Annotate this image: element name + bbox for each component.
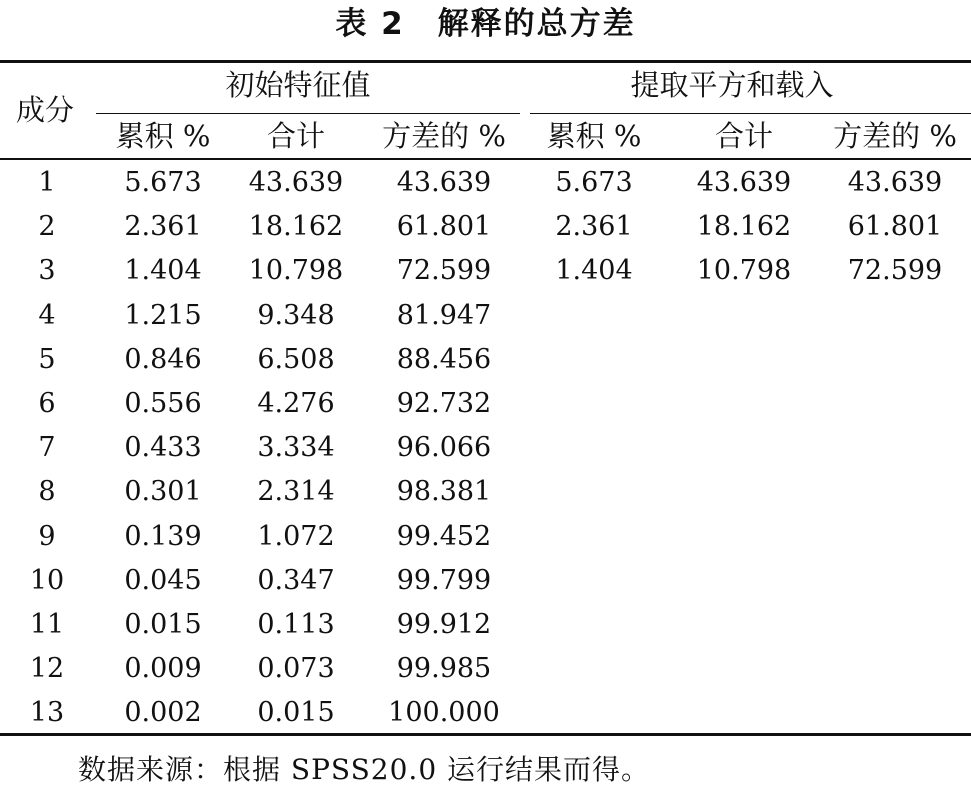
col-header: 方差的 %: [382, 119, 506, 153]
initial-cumulative-cell: 0.015: [124, 609, 202, 640]
initial-variance-pct-cell: 99.985: [396, 653, 492, 685]
initial-cumulative-cell: 5.673: [124, 167, 202, 198]
col-header: 方差的 %: [833, 119, 957, 153]
initial-variance-pct-cell: 100.000: [388, 697, 500, 729]
initial-cumulative-cell: 0.009: [124, 653, 202, 685]
initial-cumulative-cell: 0.301: [124, 476, 202, 508]
component-number: 5: [38, 343, 56, 375]
header-group-initial: 初始特征值: [225, 68, 371, 102]
component-number: 2: [38, 211, 56, 243]
col-header: 累积 %: [546, 119, 642, 153]
source-note: 数据来源：根据 SPSS20.0 运行结果而得。: [78, 753, 651, 786]
col-header: 合计: [266, 119, 326, 153]
bottom-rule: [0, 733, 971, 736]
col-header: 合计: [714, 119, 774, 153]
extracted-cumulative-cell: 1.404: [555, 255, 633, 287]
initial-cumulative-cell: 1.215: [124, 299, 202, 331]
initial-total-cell: 43.639: [248, 167, 344, 198]
component-number: 10: [29, 564, 65, 596]
extracted-total-cell: 18.162: [696, 211, 792, 243]
initial-variance-pct-cell: 99.799: [396, 564, 492, 596]
initial-variance-pct-cell: 81.947: [396, 299, 492, 331]
initial-cumulative-cell: 2.361: [124, 211, 202, 243]
initial-cumulative-cell: 0.846: [124, 343, 202, 375]
initial-variance-pct-cell: 98.381: [396, 476, 492, 508]
component-number: 4: [38, 299, 56, 331]
header-group-extracted: 提取平方和载入: [630, 68, 834, 102]
initial-total-cell: 10.798: [248, 255, 344, 287]
col-header: 累积 %: [115, 119, 211, 153]
initial-cumulative-cell: 0.433: [124, 432, 202, 464]
initial-total-cell: 4.276: [257, 388, 335, 419]
initial-cumulative-cell: 0.556: [124, 388, 202, 419]
initial-variance-pct-cell: 61.801: [396, 211, 492, 243]
component-number: 8: [38, 476, 56, 508]
initial-cumulative-cell: 0.045: [124, 564, 202, 596]
initial-total-cell: 18.162: [248, 211, 344, 243]
component-number: 12: [29, 653, 65, 685]
initial-total-cell: 6.508: [257, 343, 335, 375]
initial-total-cell: 0.347: [257, 564, 335, 596]
initial-variance-pct-cell: 99.912: [396, 609, 492, 640]
initial-total-cell: 2.314: [257, 476, 335, 508]
component-number: 6: [38, 388, 56, 419]
initial-variance-pct-cell: 99.452: [396, 520, 492, 552]
extracted-variance-pct-cell: 72.599: [847, 255, 943, 287]
initial-total-cell: 3.334: [257, 432, 335, 464]
initial-total-cell: 0.073: [257, 653, 335, 685]
extracted-variance-pct-cell: 43.639: [847, 167, 943, 198]
header-component: 成分: [16, 93, 75, 127]
component-number: 1: [38, 167, 56, 198]
initial-variance-pct-cell: 88.456: [396, 343, 492, 375]
initial-total-cell: 9.348: [257, 299, 335, 331]
initial-cumulative-cell: 0.139: [124, 520, 202, 552]
initial-total-cell: 0.113: [257, 609, 335, 640]
initial-total-cell: 1.072: [257, 520, 335, 552]
component-number: 13: [29, 697, 65, 729]
initial-cumulative-cell: 0.002: [124, 697, 202, 729]
component-number: 9: [38, 520, 56, 552]
initial-variance-pct-cell: 72.599: [396, 255, 492, 287]
initial-variance-pct-cell: 92.732: [396, 388, 492, 419]
initial-total-cell: 0.015: [257, 697, 335, 729]
initial-cumulative-cell: 1.404: [124, 255, 202, 287]
header-bottom-rule: [0, 158, 971, 160]
component-number: 7: [38, 432, 56, 464]
extracted-total-cell: 43.639: [696, 167, 792, 198]
extracted-cumulative-cell: 2.361: [555, 211, 633, 243]
component-number: 3: [38, 255, 56, 287]
component-number: 11: [29, 609, 65, 640]
extracted-total-cell: 10.798: [696, 255, 792, 287]
initial-variance-pct-cell: 43.639: [396, 167, 492, 198]
table-title: 表 2 解释的总方差: [335, 6, 636, 42]
extracted-variance-pct-cell: 61.801: [847, 211, 943, 243]
extracted-cumulative-cell: 5.673: [555, 167, 633, 198]
initial-variance-pct-cell: 96.066: [396, 432, 492, 464]
